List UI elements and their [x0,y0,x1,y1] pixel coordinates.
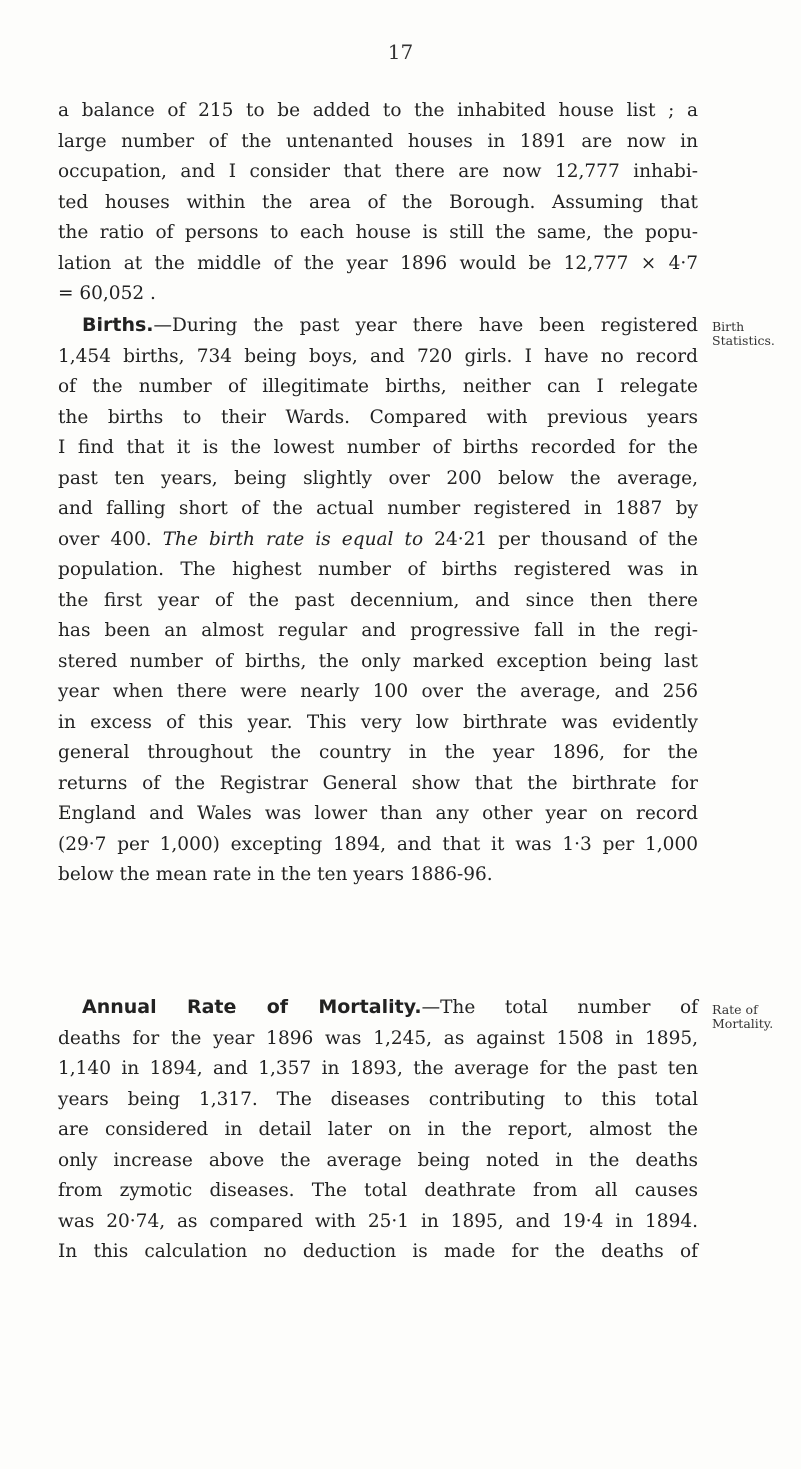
text-line: population. The highest number of births registered was in [58,559,698,580]
text-fragment: over 400. [58,528,152,550]
text-line: of the number of illegitimate births, neither can I relegate [58,376,698,397]
page-number: 17 [387,40,414,64]
paragraph-mortality [58,992,698,1268]
text-line: the births to their Wards. Compared with previous years [58,406,698,428]
text-line: ted houses within the area of the Borough. Assuming that [58,191,698,213]
text-line: the first year of the past decennium, and since then there [58,589,698,611]
text-line: in excess of this year. This very low birthrate was evidently [58,711,698,733]
text-line: 1,454 births, 734 being boys, and 720 girls. I have no record [58,345,698,367]
births-line1-rest: —During the past year there have been registered [153,315,698,336]
text-line: I find that it is the lowest number of births recorded for the [58,437,698,458]
mortality-first-line [58,992,698,1024]
margin-note-birth-statistics: Birth Statistics. [712,319,775,348]
text-line: In this calculation no deduction is made for the deaths of [58,1241,698,1262]
text-line: (29·7 per 1,000) excepting 1894, and that it was 1·3 per 1,000 [58,833,698,855]
text-line: a balance of 215 to be added to the inhabited house list ; a [58,100,698,121]
text-line: returns of the Registrar General show that the birthrate for [58,772,698,794]
text-line: general throughout the country in the year 1896, for the [58,742,698,763]
text-line: England and Wales was lower than any other year on record [58,803,698,824]
text-line: below the mean rate in the ten years 1886-96. [58,864,493,885]
text-line: occupation, and I consider that there are now 12,777 inhabi- [58,161,698,182]
births-heading: Births. [82,314,154,336]
paragraph-house-population [58,96,698,310]
margin-note-rate-of-mortality: Rate of Mortality. [712,1002,774,1031]
text-line: 1,140 in 1894, and 1,357 in 1893, the average for the past ten [58,1058,698,1079]
text-line: the ratio of persons to each house is still the same, the popu- [58,222,698,243]
text-line: only increase above the average being noted in the deaths [58,1149,698,1171]
text-line: years being 1,317. The diseases contributing to this total [58,1088,698,1110]
mortality-heading: Annual Rate of Mortality. [82,996,422,1018]
text-line: lation at the middle of the year 1896 would be 12,777 × 4·7 [58,252,698,274]
text-line: year when there were nearly 100 over the average, and 256 [58,681,698,702]
births-first-line [58,310,698,342]
paragraph-births [58,310,698,891]
text-line: has been an almost regular and progressive fall in the regi- [58,620,698,641]
birth-rate-italic: The birth rate is equal to [162,528,424,550]
text-line: and falling short of the actual number registered in 1887 by [58,498,698,519]
mortality-line1-rest: —The total number of [421,997,698,1018]
text-line: was 20·74, as compared with 25·1 in 1895, and 19·4 in 1894. [58,1210,698,1232]
text-line: deaths for the year 1896 was 1,245, as against 1508 in 1895, [58,1027,698,1049]
text-line: = 60,052 . [58,283,156,304]
birth-rate-value: 24·21 per thousand of the [434,528,698,550]
text-line: are considered in detail later on in the report, almost the [58,1119,698,1140]
text-line: from zymotic diseases. The total deathrate from all causes [58,1180,698,1201]
text-line: large number of the untenanted houses in 1891 are now in [58,130,698,152]
birth-rate-line [58,525,698,556]
text-line: past ten years, being slightly over 200 below the average, [58,467,698,489]
text-line: stered number of births, the only marked exception being last [58,650,698,672]
